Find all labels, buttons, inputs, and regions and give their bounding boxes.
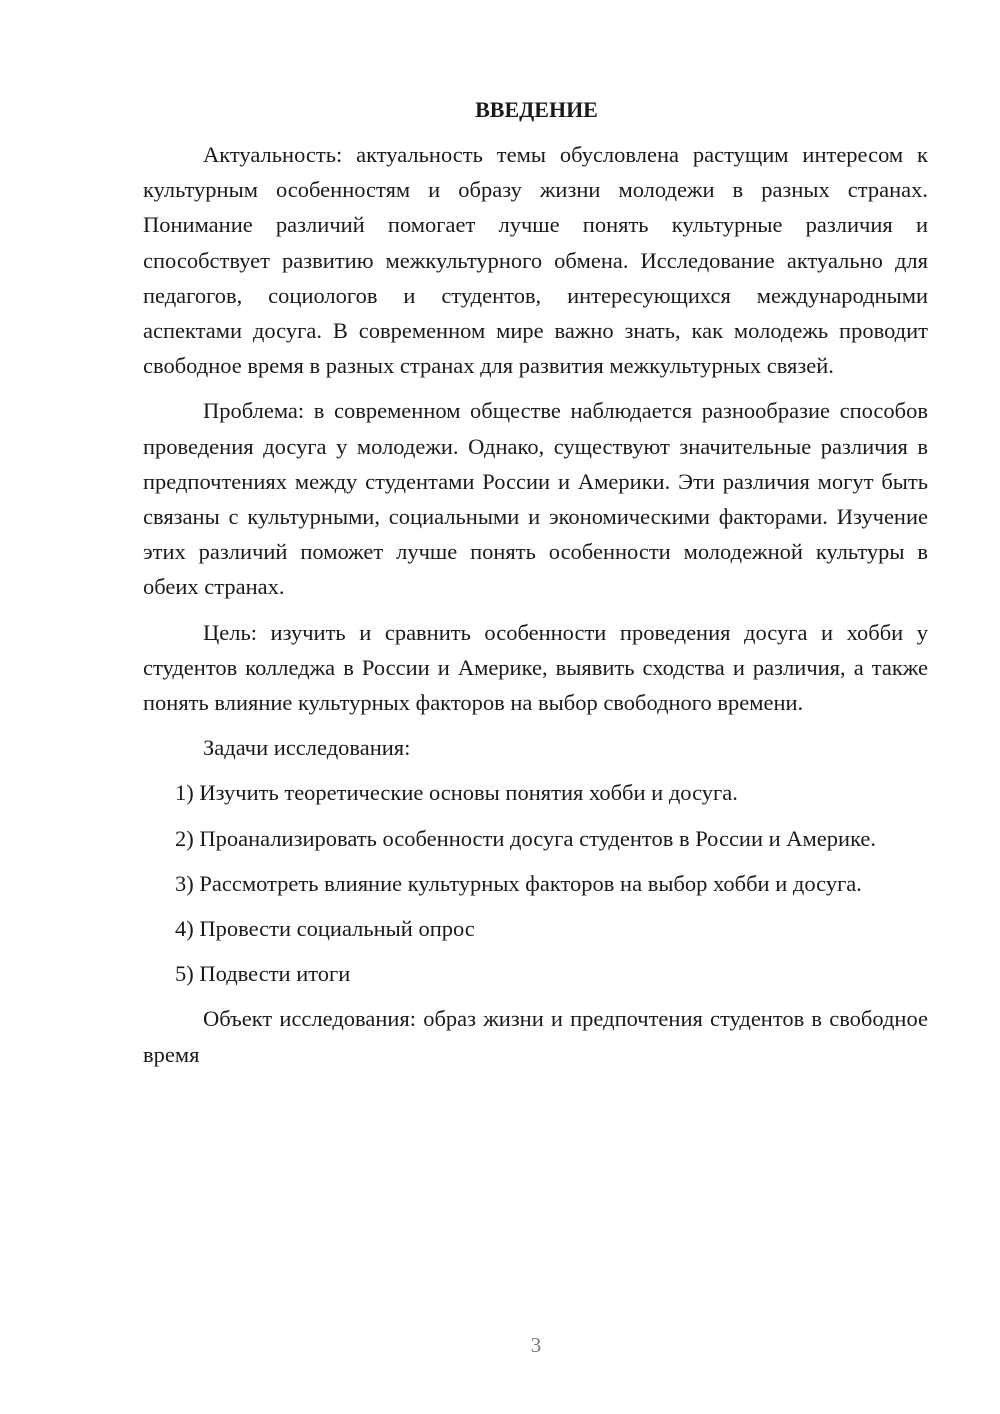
task-item: 5) Подвести итоги <box>175 961 351 987</box>
problem-paragraph: Проблема: в современном обществе наблюдается разнообразие способов проведения досуга у молодежи. Однако, существуют значительные различия в предпочтениях между студентами России и Америки. Эти различия могут быть связаны с культурными, социальными и экономическими факторами. Изучение этих различий поможет лучше понять особенности молодежной культуры в обеих странах. <box>143 398 928 600</box>
object-paragraph: Объект исследования: образ жизни и предпочтения студентов в свободное время <box>143 1006 928 1067</box>
goal-paragraph: Цель: изучить и сравнить особенности проведения досуга и хобби у студентов колледжа в России и Америке, выявить сходства и различия, а также понять влияние культурных факторов на выбор свободного времени. <box>143 619 928 716</box>
page-content <box>143 95 928 1082</box>
task-item: 3) Рассмотреть влияние культурных факторов на выбор хобби и досуга. <box>175 870 862 896</box>
tasks-heading: Задачи исследования: <box>203 735 411 761</box>
section-heading: ВВЕДЕНИЕ <box>475 97 598 122</box>
tasks-list <box>143 775 928 991</box>
task-item: 4) Провести социальный опрос <box>175 916 475 942</box>
relevance-paragraph: Актуальность: актуальность темы обусловлена растущим интересом к культурным особенностям и образу жизни молодежи в разных странах. Понимание различий помогает лучше понять культурные различия и способствует развитию межкультурного обмена. Исследование актуально для педагогов, социологов и студентов, интересующихся международными аспектами досуга. В современном мире важно знать, как молодежь проводит свободное время в разных странах для развития межкультурных связей. <box>143 142 928 379</box>
task-item: 1) Изучить теоретические основы понятия хобби и досуга. <box>175 780 738 806</box>
page-number: 3 <box>530 1333 542 1357</box>
task-item: 2) Проанализировать особенности досуга студентов в России и Америке. <box>175 825 877 851</box>
